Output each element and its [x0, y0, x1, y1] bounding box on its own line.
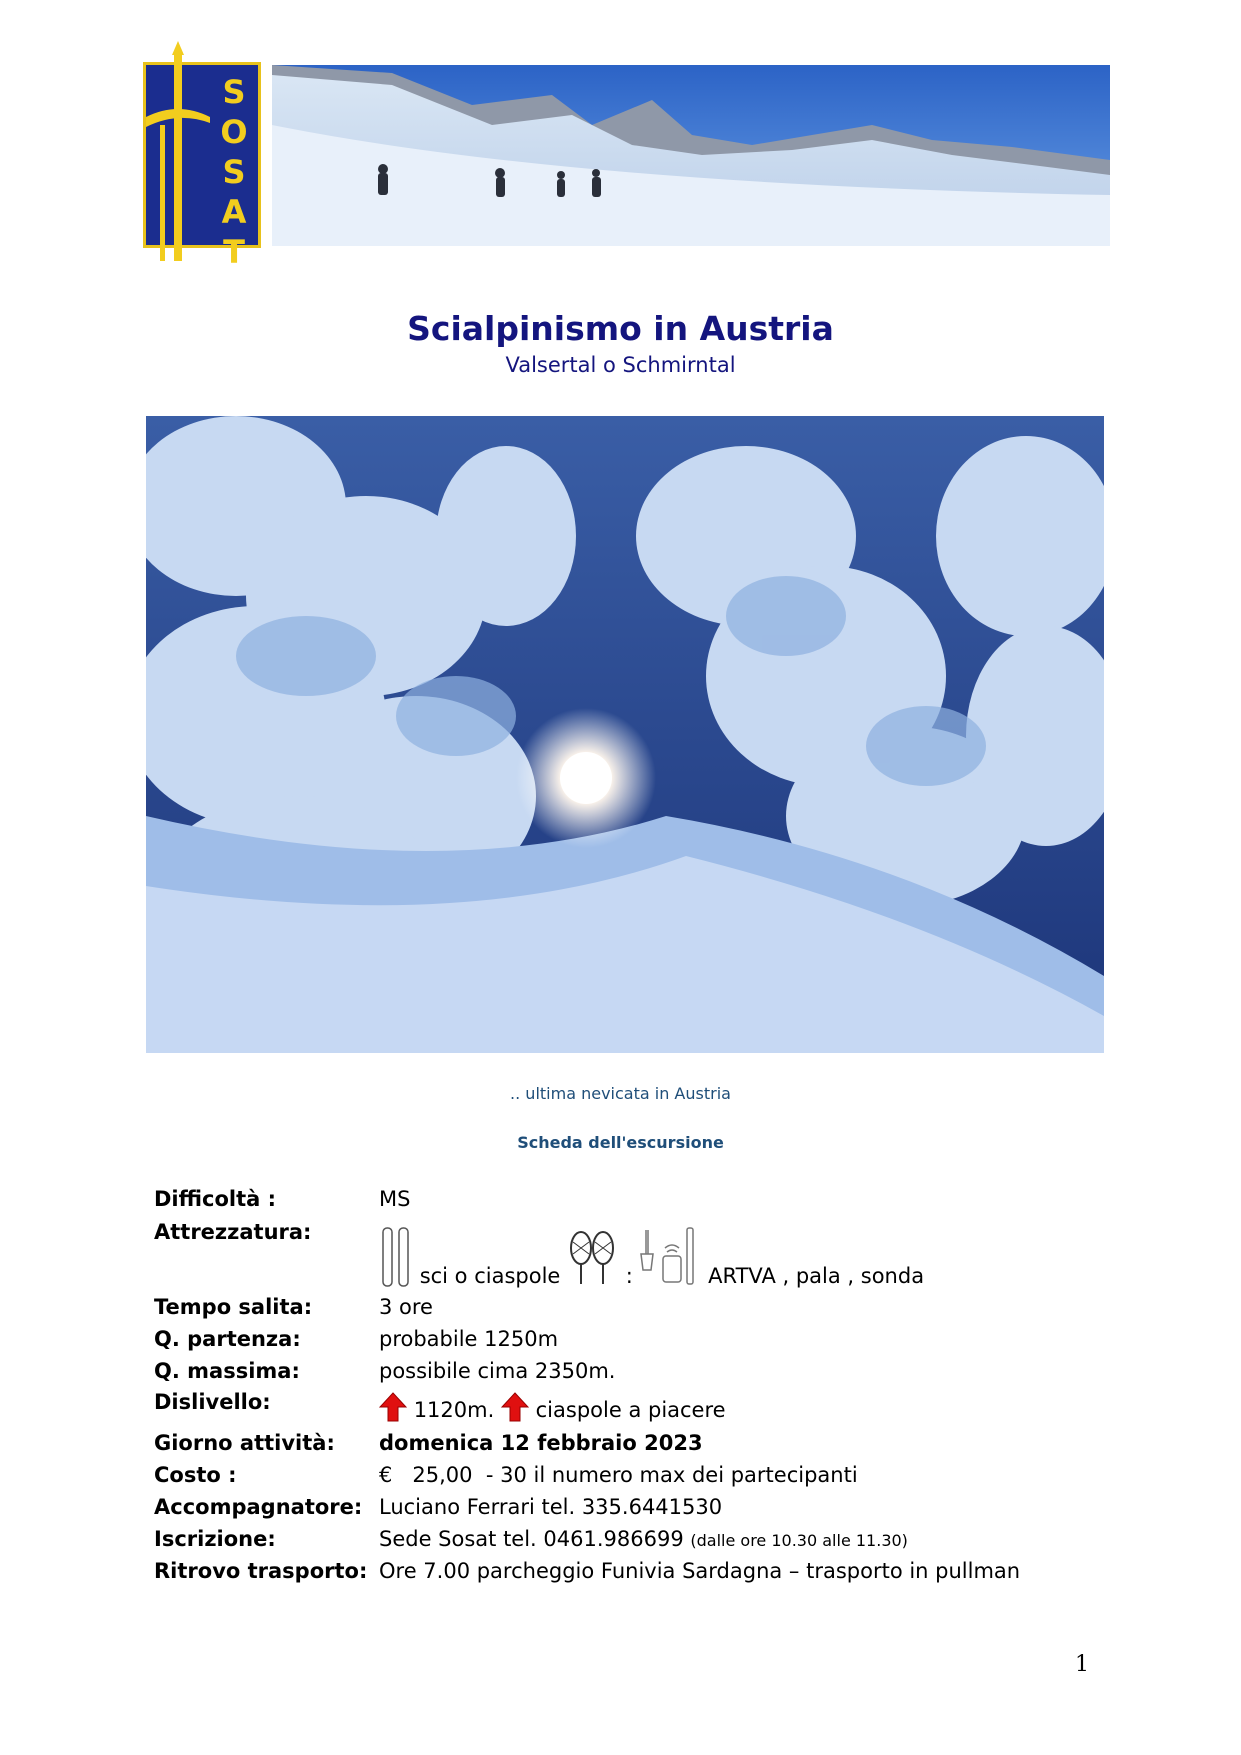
detail-row-dislivello — [154, 1390, 1154, 1430]
value: MS — [379, 1187, 411, 1211]
value: Ore 7.00 parcheggio Funivia Sardagna – trasporto in pullman — [379, 1559, 1021, 1583]
sosat-logo — [143, 62, 261, 273]
elevation-value: 1120m. — [413, 1398, 495, 1422]
value: € 25,00 - 30 il numero max dei partecipanti — [379, 1463, 858, 1487]
value — [379, 1527, 908, 1551]
separator: : — [625, 1264, 633, 1288]
label: Dislivello: — [154, 1390, 271, 1414]
value: probabile 1250m — [379, 1327, 559, 1351]
value — [379, 1392, 726, 1422]
banner-photo — [272, 65, 1110, 246]
value: domenica 12 febbraio 2023 — [379, 1431, 703, 1455]
label: Q. massima: — [154, 1359, 300, 1383]
label: Giorno attività: — [154, 1431, 335, 1455]
arrow-up-icon — [501, 1392, 529, 1422]
iscrizione-note: (dalle ore 10.30 alle 11.30) — [690, 1531, 908, 1550]
snowy-forest-photo — [146, 416, 1104, 1053]
iscrizione-value: Sede Sosat tel. 0461.986699 — [379, 1527, 684, 1551]
label: Accompagnatore: — [154, 1495, 363, 1519]
page-subtitle: Valsertal o Schmirntal — [505, 353, 736, 377]
value: Luciano Ferrari tel. 335.6441530 — [379, 1495, 723, 1519]
value: 3 ore — [379, 1295, 433, 1319]
label: Difficoltà : — [154, 1187, 277, 1211]
equipment-text-2: ARTVA , pala , sonda — [708, 1264, 925, 1288]
section-title: Scheda dell'escursione — [517, 1133, 724, 1152]
label: Attrezzatura: — [154, 1220, 312, 1244]
logo-letters — [215, 73, 253, 273]
elevation-note: ciaspole a piacere — [535, 1398, 726, 1422]
label: Tempo salita: — [154, 1295, 313, 1319]
ice-axe-icon — [138, 41, 218, 271]
page-number: 1 — [1075, 1652, 1089, 1677]
label: Q. partenza: — [154, 1327, 301, 1351]
page-title: Scialpinismo in Austria — [407, 309, 834, 348]
ski-icon — [379, 1226, 413, 1288]
detail-row-attrezzatura — [154, 1220, 1154, 1286]
logo-text: SOSAT — [215, 73, 253, 273]
snowshoe-icon — [567, 1228, 619, 1288]
label: Iscrizione: — [154, 1527, 276, 1551]
label: Costo : — [154, 1463, 237, 1487]
value: possibile cima 2350m. — [379, 1359, 616, 1383]
equipment-text: sci o ciaspole — [419, 1264, 561, 1288]
photo-caption: .. ultima nevicata in Austria — [510, 1084, 731, 1103]
avalanche-kit-icon — [639, 1226, 701, 1288]
arrow-up-icon — [379, 1392, 407, 1422]
value — [379, 1226, 924, 1288]
label: Ritrovo trasporto: — [154, 1559, 368, 1583]
